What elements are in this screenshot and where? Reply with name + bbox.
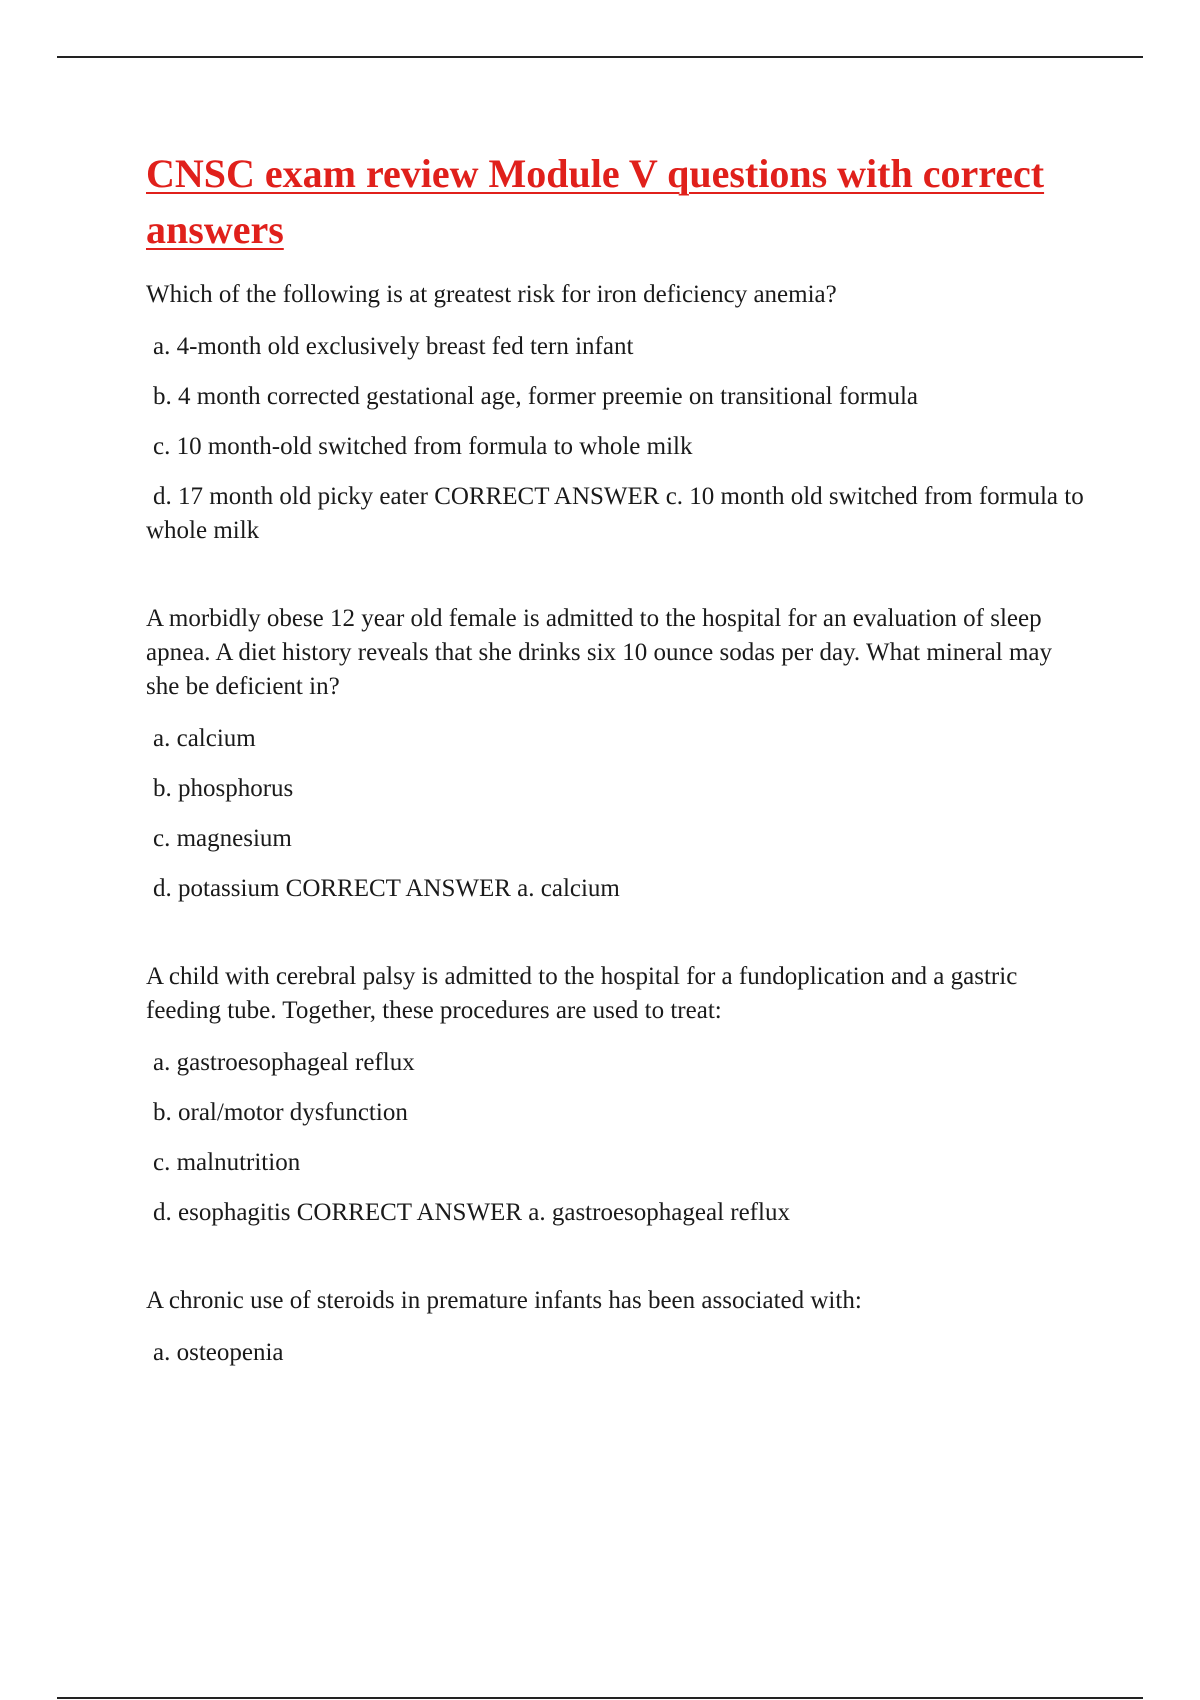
answer-option: a. gastroesophageal reflux [153, 1049, 415, 1076]
answer-option: a. calcium [153, 725, 256, 752]
answer-option: c. magnesium [153, 825, 292, 852]
question-4 [146, 1284, 1086, 1370]
answer-option: c. malnutrition [153, 1149, 301, 1176]
answer-option: b. oral/motor dysfunction [153, 1099, 408, 1126]
answer-option-with-correct-answer: d. potassium CORRECT ANSWER a. calcium [153, 875, 620, 902]
question-text: A morbidly obese 12 year old female is admitted to the hospital for an evaluation of sleep apnea. A diet history reveals that she drinks six 10 ounce sodas per day. What mineral may she be deficient in? [146, 605, 1053, 700]
question-text: Which of the following is at greatest risk for iron deficiency anemia? [146, 281, 837, 308]
answer-option: b. phosphorus [153, 775, 294, 802]
answer-option-with-correct-answer: d. esophagitis CORRECT ANSWER a. gastroesophageal reflux [153, 1199, 790, 1226]
answer-option: b. 4 month corrected gestational age, former preemie on transitional formula [153, 383, 919, 410]
question-3 [146, 960, 1086, 1230]
document-title: CNSC exam review Module V questions with correct answers [146, 151, 1045, 252]
question-text: A chronic use of steroids in premature infants has been associated with: [146, 1287, 862, 1314]
answer-option: a. osteopenia [153, 1339, 284, 1366]
question-1 [146, 278, 1086, 548]
footer-rule [57, 1697, 1143, 1699]
question-text: A child with cerebral palsy is admitted to the hospital for a fundoplication and a gastric feeding tube. Together, these procedures are used to treat: [146, 963, 1018, 1024]
answer-option: c. 10 month-old switched from formula to whole milk [153, 433, 693, 460]
question-2 [146, 602, 1086, 906]
document-body [146, 146, 1086, 1424]
header-rule [57, 56, 1143, 58]
answer-option: a. 4-month old exclusively breast fed tern infant [153, 333, 634, 360]
answer-option-with-correct-answer: d. 17 month old picky eater CORRECT ANSWER c. 10 month old switched from formula to whole milk [146, 483, 1084, 544]
